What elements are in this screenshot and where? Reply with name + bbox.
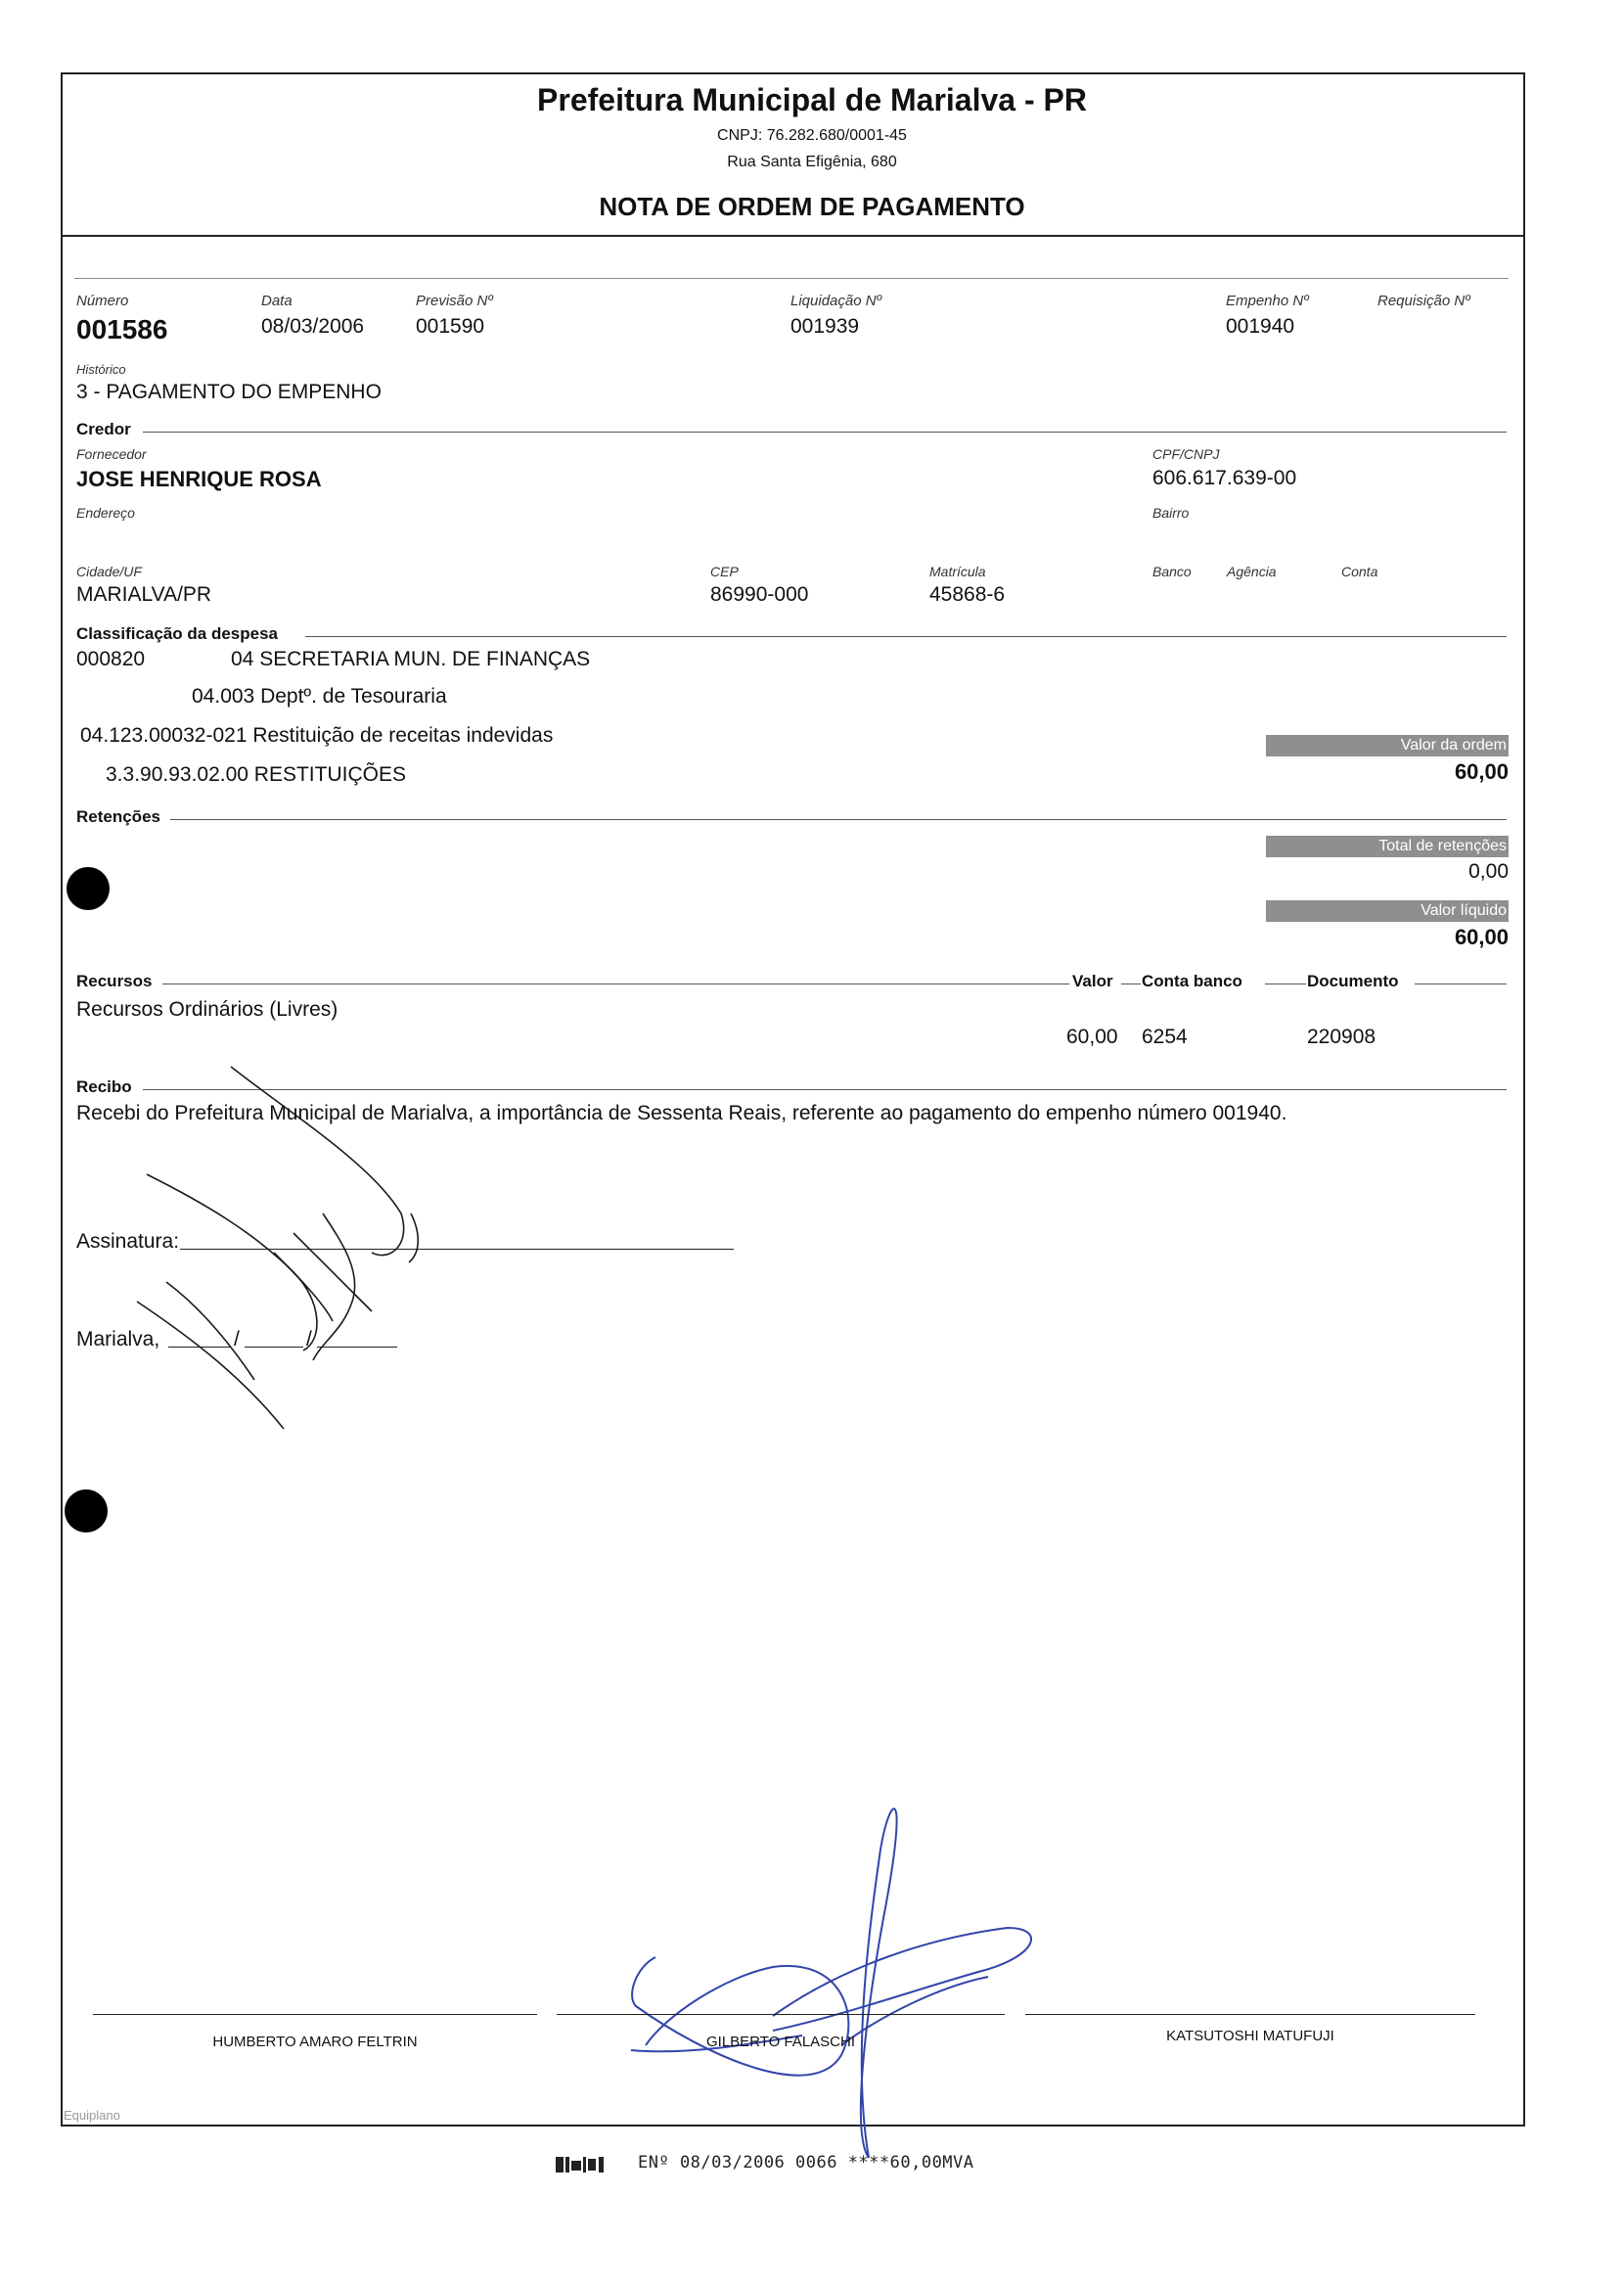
endereco-label: Endereço <box>76 505 135 521</box>
recursos-documento: 220908 <box>1307 1026 1376 1048</box>
cidade-label: Cidade/UF <box>76 564 142 579</box>
barcode-icon <box>556 2155 614 2174</box>
agencia-label: Agência <box>1227 564 1277 579</box>
empenho-value: 001940 <box>1226 315 1295 338</box>
cpf-value: 606.617.639-00 <box>1152 467 1297 489</box>
historico-label: Histórico <box>76 362 126 377</box>
date-slash-1: / <box>234 1328 240 1350</box>
auth-stamp: ENº 08/03/2006 0066 ****60,00MVA <box>638 2153 974 2173</box>
recursos-conta-header: Conta banco <box>1142 972 1242 990</box>
org-name: Prefeitura Municipal de Marialva - PR <box>537 82 1087 117</box>
liquidacao-value: 001939 <box>790 315 860 338</box>
data-value: 08/03/2006 <box>261 315 365 338</box>
classificacao-section-title: Classificação da despesa <box>76 624 279 643</box>
valor-ordem: 60,00 <box>1454 759 1509 784</box>
previsao-label: Previsão Nº <box>416 293 493 309</box>
assinatura-label: Assinatura: <box>76 1230 180 1253</box>
matricula-label: Matrícula <box>929 564 986 579</box>
recursos-valor: 60,00 <box>1066 1026 1118 1048</box>
signatory-2: GILBERTO FALASCHI <box>706 2034 855 2050</box>
numero-label: Número <box>76 293 129 309</box>
address-line: Rua Santa Efigênia, 680 <box>727 154 897 170</box>
signature-line-3 <box>1025 2014 1475 2015</box>
data-label: Data <box>261 293 293 309</box>
local-label: Marialva, <box>76 1328 160 1350</box>
natureza: 3.3.90.93.02.00 RESTITUIÇÕES <box>106 763 406 786</box>
recibo-section-title: Recibo <box>76 1077 132 1096</box>
signature-line-2 <box>557 2014 1005 2015</box>
bairro-label: Bairro <box>1152 505 1190 521</box>
secretaria: 04 SECRETARIA MUN. DE FINANÇAS <box>231 648 591 670</box>
conta-label: Conta <box>1341 564 1378 579</box>
cep-label: CEP <box>710 564 739 579</box>
cidade-value: MARIALVA/PR <box>76 583 212 606</box>
recibo-signature <box>137 1067 418 1429</box>
banco-label: Banco <box>1152 564 1192 579</box>
recursos-section-title: Recursos <box>76 972 153 990</box>
signatory-3: KATSUTOSHI MATUFUJI <box>1166 2028 1334 2044</box>
recursos-conta: 6254 <box>1142 1026 1188 1048</box>
signatory-1: HUMBERTO AMARO FELTRIN <box>212 2034 418 2050</box>
gilberto-signature <box>631 1808 1031 2158</box>
recursos-fonte: Recursos Ordinários (Livres) <box>76 998 338 1021</box>
matricula-value: 45868-6 <box>929 583 1006 606</box>
numero-value: 001586 <box>76 314 168 344</box>
cnpj-line: CNPJ: 76.282.680/0001-45 <box>717 127 907 144</box>
total-retencoes-label: Total de retenções <box>1266 836 1509 857</box>
cpf-label: CPF/CNPJ <box>1152 446 1220 462</box>
retencoes-section-title: Retenções <box>76 807 160 826</box>
departamento: 04.003 Deptº. de Tesouraria <box>192 685 447 708</box>
recursos-valor-header: Valor <box>1072 972 1113 990</box>
doc-title: NOTA DE ORDEM DE PAGAMENTO <box>599 192 1025 221</box>
date-slash-2: / <box>306 1328 312 1350</box>
previsao-value: 001590 <box>416 315 485 338</box>
historico-value: 3 - PAGAMENTO DO EMPENHO <box>76 381 382 403</box>
classificacao-code: 000820 <box>76 648 146 670</box>
cep-value: 86990-000 <box>710 583 809 606</box>
signature-line-1 <box>93 2014 537 2015</box>
brand-label: Equiplano <box>64 2108 120 2123</box>
requisicao-label: Requisição Nº <box>1377 293 1470 309</box>
recibo-text: Recebi do Prefeitura Municipal de Marialva, a importância de Sessenta Reais, referente ao pagamento do empenho número 001940. <box>76 1102 1287 1124</box>
valor-ordem-label: Valor da ordem <box>1266 735 1509 756</box>
total-retencoes: 0,00 <box>1468 860 1509 883</box>
empenho-label: Empenho Nº <box>1226 293 1309 309</box>
recursos-documento-header: Documento <box>1307 972 1399 990</box>
valor-liquido: 60,00 <box>1454 925 1509 949</box>
credor-section-title: Credor <box>76 420 131 438</box>
liquidacao-label: Liquidação Nº <box>790 293 882 309</box>
programa: 04.123.00032-021 Restituição de receitas indevidas <box>80 724 554 747</box>
fornecedor-label: Fornecedor <box>76 446 147 462</box>
fornecedor-value: JOSE HENRIQUE ROSA <box>76 467 322 491</box>
valor-liquido-label: Valor líquido <box>1266 900 1509 922</box>
